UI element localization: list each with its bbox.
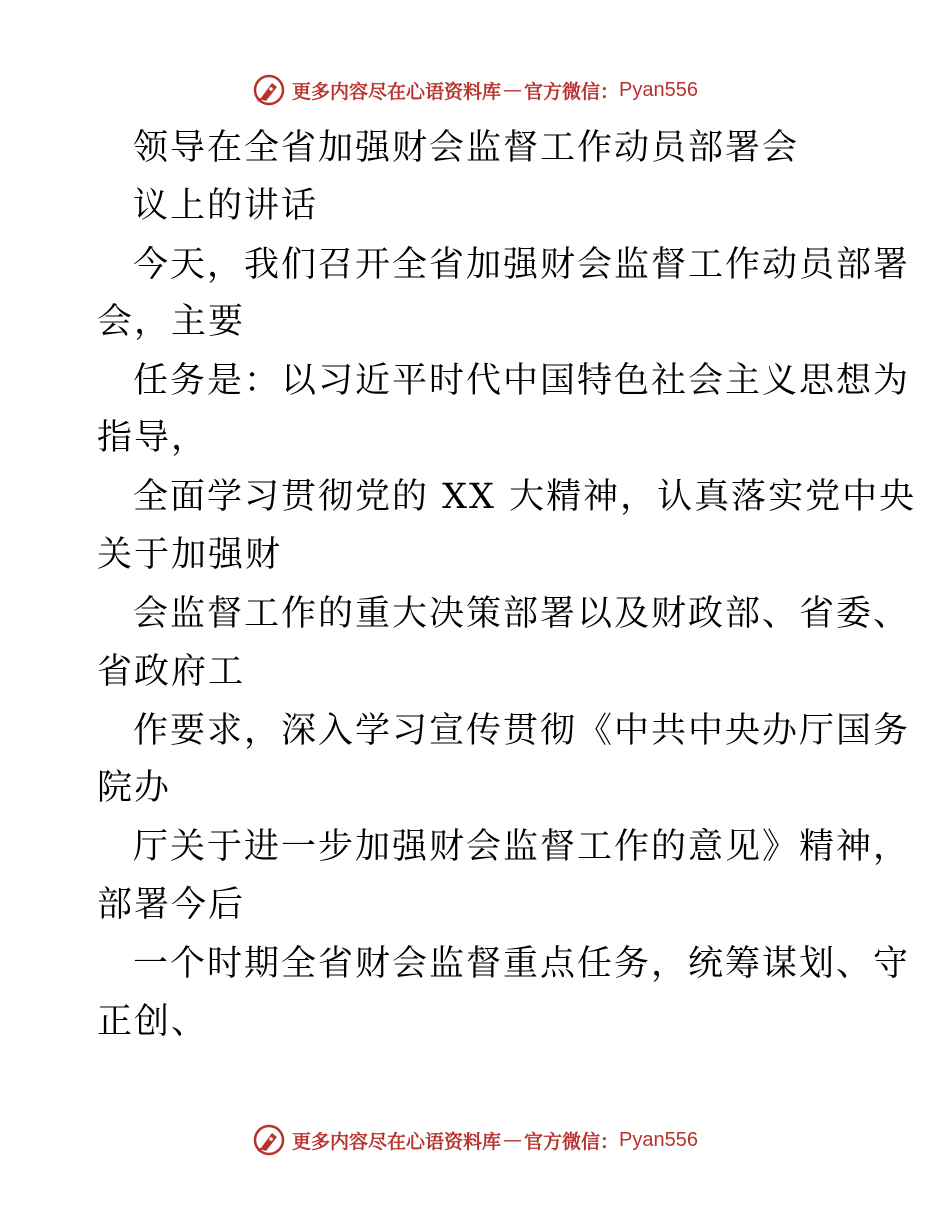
doc-line: 厅关于进一步加强财会监督工作的意见》精神， — [133, 827, 911, 867]
banner-wechat-label: 官方微信： — [524, 80, 620, 103]
doc-line: 关于加强财 — [97, 535, 283, 575]
header-banner — [0, 70, 950, 110]
banner-wechat-id: Pyan556 — [619, 1128, 698, 1151]
pen-nib-logo-icon — [252, 73, 286, 107]
banner-dash: — — [503, 1129, 523, 1151]
doc-line: 一个时期全省财会监督重点任务，统筹谋划、守 — [133, 944, 911, 984]
doc-line: 会监督工作的重大决策部署以及财政部、省委、 — [133, 594, 911, 634]
doc-line: 正创、 — [97, 1002, 209, 1042]
doc-line: 部署今后 — [97, 885, 246, 925]
doc-line-title-2: 议上的讲话 — [133, 186, 319, 226]
banner-site-text: 更多内容尽在心语资料库 — [292, 1130, 502, 1153]
doc-line: 指导， — [97, 418, 209, 458]
doc-line: 今天，我们召开全省加强财会监督工作动员部署 — [133, 245, 911, 285]
pen-nib-logo-icon — [252, 1123, 286, 1157]
doc-line: 省政府工 — [97, 652, 246, 692]
banner-wechat-label: 官方微信： — [524, 1130, 620, 1153]
doc-line: 会，主要 — [97, 302, 246, 342]
banner-wechat-id: Pyan556 — [619, 78, 698, 101]
banner-site-text: 更多内容尽在心语资料库 — [292, 80, 502, 103]
doc-line-title-1: 领导在全省加强财会监督工作动员部署会 — [133, 128, 800, 168]
doc-line: 院办 — [97, 768, 172, 808]
footer-banner — [0, 1120, 950, 1160]
doc-line: 作要求，深入学习宣传贯彻《中共中央办厅国务 — [133, 711, 911, 751]
banner-dash: — — [503, 79, 523, 101]
doc-line: 全面学习贯彻党的 XX 大精神，认真落实党中央 — [133, 477, 917, 517]
doc-line: 任务是：以习近平时代中国特色社会主义思想为 — [133, 361, 911, 401]
